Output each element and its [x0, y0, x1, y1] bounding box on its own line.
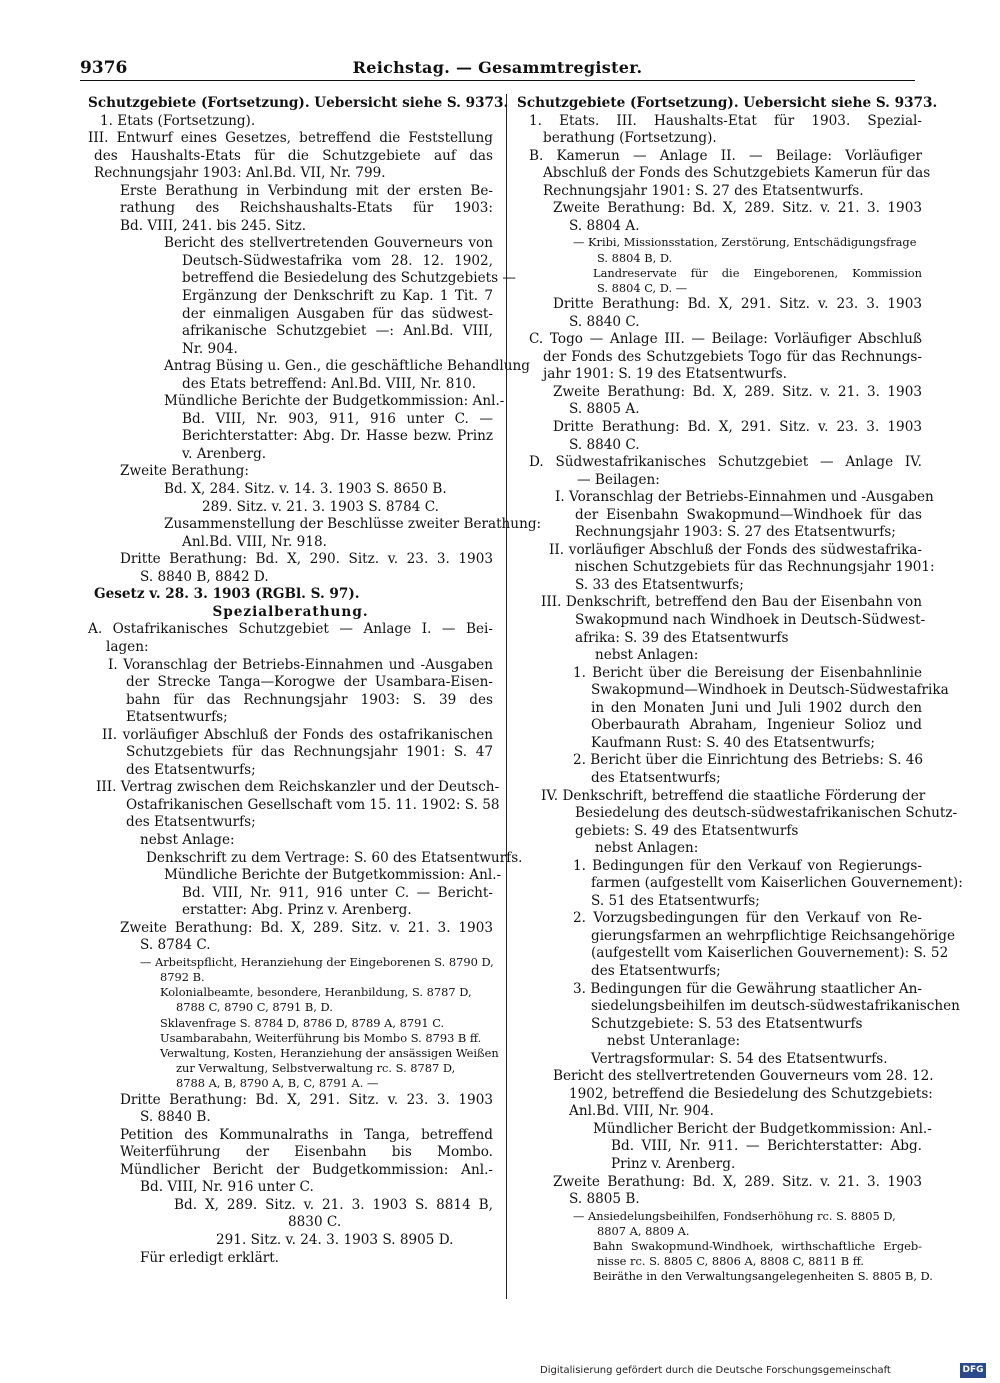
- text-line: 8807 A, 8809 A.: [597, 1223, 690, 1238]
- text-line: erstatter: Abg. Prinz v. Arenberg.: [182, 902, 412, 919]
- text-line: Dritte Berathung: Bd. X, 291. Sitz. v. 23. 3. 1903: [553, 296, 922, 313]
- text-line: des Haushalts-Etats für die Schutzgebiete auf das: [94, 147, 493, 164]
- text-line: — Kribi, Missionsstation, Zerstörung, Entschädigungsfrage: [573, 235, 917, 250]
- text-line: Bericht des stellvertretenden Gouverneurs von: [164, 235, 493, 252]
- text-line: rathung des Reichshaushalts-Etats für 1903:: [120, 200, 493, 217]
- text-line: 8830 C.: [288, 1214, 342, 1231]
- text-line: Zweite Berathung: Bd. X, 289. Sitz. v. 21. 3. 1903: [120, 919, 493, 936]
- text-line: I. Voranschlag der Betriebs-Einnahmen und -Ausgaben: [555, 489, 934, 506]
- text-line: Denkschrift zu dem Vertrage: S. 60 des Etatsentwurfs.: [146, 849, 523, 866]
- text-line: III. Denkschrift, betreffend den Bau der Eisenbahn von: [541, 594, 922, 611]
- text-line: S. 8840 C.: [569, 436, 640, 453]
- text-line: nebst Anlagen:: [595, 840, 699, 857]
- text-line: der Fonds des Schutzgebiets Togo für das Rechnungs-: [543, 348, 922, 365]
- dfg-logo: DFG: [960, 1363, 986, 1378]
- text-line: 1. Etats. III. Haushalts-Etat für 1903. Spezial-: [529, 112, 922, 129]
- text-line: — Arbeitspflicht, Heranziehung der Eingeborenen S. 8790 D,: [140, 954, 494, 969]
- text-line: S. 8840 B.: [140, 1109, 211, 1126]
- text-line: bahn für das Rechnungsjahr 1903: S. 39 des: [126, 691, 493, 708]
- text-line: Anl.Bd. VIII, Nr. 918.: [182, 533, 327, 550]
- text-line: Ergänzung der Denkschrift zu Kap. 1 Tit. 7: [182, 288, 493, 305]
- text-line: Zweite Berathung:: [120, 463, 249, 480]
- text-line: Verwaltung, Kosten, Heranziehung der ansässigen Weißen: [160, 1046, 499, 1061]
- text-line: nebst Anlage:: [140, 831, 235, 848]
- text-line: 1. Bericht über die Bereisung der Eisenbahnlinie: [573, 664, 922, 681]
- text-line: Swakopmund nach Windhoek in Deutsch-Südwest-: [575, 612, 926, 629]
- text-line: des Etatsentwurfs;: [591, 769, 721, 786]
- text-line: Bd. VIII, Nr. 903, 911, 916 unter C. —: [182, 410, 493, 427]
- text-line: Prinz v. Arenberg.: [611, 1155, 736, 1172]
- text-line: Bd. VIII, Nr. 916 unter C.: [140, 1179, 314, 1196]
- text-line: III. Entwurf eines Gesetzes, betreffend die Feststellung: [88, 130, 493, 147]
- text-line: Dritte Berathung: Bd. X, 290. Sitz. v. 23. 3. 1903: [120, 551, 493, 568]
- text-line: II. vorläufiger Abschluß der Fonds des ostafrikanischen: [102, 726, 493, 743]
- page-header: [80, 58, 915, 82]
- text-line: 8788 C, 8790 C, 8791 B, D.: [176, 1000, 333, 1015]
- text-line: Rechnungsjahr 1901: S. 27 des Etatsentwurfs.: [543, 182, 864, 199]
- text-line: II. vorläufiger Abschluß der Fonds des südwestafrika-: [549, 541, 922, 558]
- text-line: S. 33 des Etatsentwurfs;: [575, 576, 744, 593]
- text-line: des Etatsentwurfs;: [126, 761, 256, 778]
- text-line: nisse rc. S. 8805 C, 8806 A, 8808 C, 8811 B ff.: [597, 1254, 865, 1269]
- text-line: Zweite Berathung: Bd. X, 289. Sitz. v. 21. 3. 1903: [553, 1173, 922, 1190]
- text-line: Mündlicher Bericht der Budgetkommission: Anl.-: [120, 1161, 493, 1178]
- text-line: Berichterstatter: Abg. Dr. Hasse bezw. Prinz: [182, 428, 493, 445]
- text-line: S. 8840 C.: [569, 313, 640, 330]
- text-line: afrikanische Schutzgebiet —: Anl.Bd. VIII,: [182, 323, 493, 340]
- text-line: Vertragsformular: S. 54 des Etatsentwurfs.: [591, 1050, 888, 1067]
- text-line: — Ansiedelungsbeihilfen, Fondserhöhung rc. S. 8805 D,: [573, 1208, 896, 1223]
- text-line: Bericht des stellvertretenden Gouverneurs vom 28. 12.: [553, 1068, 934, 1085]
- text-line: S. 8804 A.: [569, 217, 640, 234]
- text-line: Kaufmann Rust: S. 40 des Etatsentwurfs;: [591, 734, 876, 751]
- text-line: Rechnungsjahr 1903: Anl.Bd. VII, Nr. 799.: [94, 165, 386, 182]
- text-line: S. 8804 B, D.: [597, 250, 673, 265]
- text-line: lagen:: [106, 638, 149, 655]
- text-line: 2. Bericht über die Einrichtung des Betriebs: S. 46: [573, 752, 924, 769]
- running-title: Reichstag. — Gesammtregister.: [352, 58, 643, 77]
- text-line: nebst Unteranlage:: [607, 1033, 741, 1050]
- text-line: Beiräthe in den Verwaltungsangelegenheiten S. 8805 B, D.: [593, 1269, 933, 1284]
- text-line: Weiterführung der Eisenbahn bis Mombo.: [120, 1144, 493, 1161]
- left-column: [88, 95, 542, 1267]
- text-line: Nr. 904.: [182, 340, 238, 357]
- text-line: Bd. VIII, 241. bis 245. Sitz.: [120, 217, 307, 234]
- text-line: IV. Denkschrift, betreffend die staatliche Förderung der: [541, 787, 926, 804]
- text-line: Etatsentwurfs;: [126, 709, 228, 726]
- text-line: 1. Bedingungen für den Verkauf von Regierungs-: [573, 857, 922, 874]
- text-line: Ostafrikanischen Gesellschaft vom 15. 11. 1902: S. 58: [126, 796, 500, 813]
- text-line: A. Ostafrikanisches Schutzgebiet — Anlage I. — Bei-: [88, 621, 493, 638]
- text-line: Spezialberathung.: [212, 603, 369, 620]
- page-number: 9376: [80, 58, 128, 78]
- text-line: der Strecke Tanga—Korogwe der Usambara-Eisen-: [126, 674, 493, 691]
- text-line: gierungsfarmen an wehrpflichtige Reichsangehörige: [591, 927, 956, 944]
- text-line: Dritte Berathung: Bd. X, 291. Sitz. v. 23. 3. 1903: [553, 419, 922, 436]
- text-line: Für erledigt erklärt.: [140, 1249, 279, 1266]
- text-line: Oberbaurath Abraham, Ingenieur Solioz und: [591, 717, 922, 734]
- text-line: der Eisenbahn Swakopmund—Windhoek für das: [575, 506, 922, 523]
- text-line: Bahn Swakopmund-Windhoek, wirthschaftliche Ergeb-: [593, 1239, 922, 1254]
- text-line: 291. Sitz. v. 24. 3. 1903 S. 8905 D.: [216, 1232, 454, 1248]
- text-line: zur Verwaltung, Selbstverwaltung rc. S. 8787 D,: [176, 1061, 456, 1076]
- text-line: siedelungsbeihilfen im deutsch-südwestafrikanischen: [591, 998, 960, 1015]
- text-line: Schutzgebiets für das Rechnungsjahr 1901: S. 47: [126, 744, 493, 761]
- text-line: berathung (Fortsetzung).: [543, 130, 717, 147]
- text-line: Sklavenfrage S. 8784 D, 8786 D, 8789 A, 8791 C.: [160, 1015, 445, 1030]
- text-line: Besiedelung des deutsch-südwestafrikanischen Schutz-: [575, 805, 958, 822]
- text-line: Erste Berathung in Verbindung mit der ersten Be-: [120, 182, 493, 199]
- text-line: Zweite Berathung: Bd. X, 289. Sitz. v. 21. 3. 1903: [553, 200, 922, 217]
- text-line: v. Arenberg.: [182, 445, 267, 462]
- text-line: Kolonialbeamte, besondere, Heranbildung, S. 8787 D,: [160, 985, 472, 1000]
- text-line: Zusammenstellung der Beschlüsse zweiter Berathung:: [164, 516, 542, 533]
- text-line: Petition des Kommunalraths in Tanga, betreffend: [120, 1126, 493, 1143]
- text-line: Schutzgebiete (Fortsetzung). Uebersicht siehe S. 9373.: [88, 95, 509, 111]
- text-line: Gesetz v. 28. 3. 1903 (RGBl. S. 97).: [94, 586, 360, 603]
- text-line: S. 8784 C.: [140, 937, 211, 954]
- text-line: Bd. X, 289. Sitz. v. 21. 3. 1903 S. 8814 B,: [174, 1196, 493, 1213]
- text-line: I. Voranschlag der Betriebs-Einnahmen und -Ausgaben: [108, 656, 493, 673]
- text-line: Schutzgebiete: S. 53 des Etatsentwurfs: [591, 1015, 863, 1032]
- text-line: D. Südwestafrikanisches Schutzgebiet — Anlage IV.: [529, 454, 922, 471]
- text-line: des Etats betreffend: Anl.Bd. VIII, Nr. 810.: [182, 375, 477, 392]
- footer-credit: Digitalisierung gefördert durch die Deutsche Forschungsgemeinschaft: [540, 1365, 891, 1376]
- text-line: B. Kamerun — Anlage II. — Beilage: Vorläufiger: [529, 147, 922, 164]
- text-line: S. 8804 C, D. —: [597, 280, 688, 295]
- text-line: Zweite Berathung: Bd. X, 289. Sitz. v. 21. 3. 1903: [553, 383, 922, 400]
- header-rule: [80, 80, 915, 81]
- text-line: der einmaligen Ausgaben für das südwest-: [182, 305, 493, 322]
- text-line: S. 8805 A.: [569, 401, 640, 418]
- text-line: Rechnungsjahr 1903: S. 27 des Etatsentwurfs;: [575, 524, 896, 541]
- text-line: 289. Sitz. v. 21. 3. 1903 S. 8784 C.: [202, 498, 439, 515]
- text-line: Bd. VIII, Nr. 911. — Berichterstatter: Abg.: [611, 1138, 922, 1155]
- text-line: C. Togo — Anlage III. — Beilage: Vorläufiger Abschluß: [529, 331, 922, 348]
- text-line: jahr 1901: S. 19 des Etatsentwurfs.: [543, 366, 787, 383]
- text-line: Dritte Berathung: Bd. X, 291. Sitz. v. 23. 3. 1903: [120, 1091, 493, 1108]
- text-line: III. Vertrag zwischen dem Reichskanzler und der Deutsch-: [96, 779, 500, 796]
- text-line: S. 51 des Etatsentwurfs;: [591, 892, 760, 909]
- text-line: gebiets: S. 49 des Etatsentwurfs: [575, 822, 799, 839]
- text-line: 8788 A, B, 8790 A, B, C, 8791 A. —: [176, 1076, 379, 1091]
- text-line: Usambarabahn, Weiterführung bis Mombo S. 8793 B ff.: [160, 1030, 482, 1045]
- text-line: Anl.Bd. VIII, Nr. 904.: [569, 1103, 714, 1120]
- text-line: (aufgestellt vom Kaiserlichen Gouvernement): S. 52: [591, 945, 949, 962]
- text-line: Bd. VIII, Nr. 911, 916 unter C. — Bericht-: [182, 884, 493, 901]
- text-line: Schutzgebiete (Fortsetzung). Uebersicht siehe S. 9373.: [517, 95, 938, 111]
- text-line: 8792 B.: [160, 970, 205, 984]
- text-line: S. 8805 B.: [569, 1191, 640, 1208]
- text-line: 2. Vorzugsbedingungen für den Verkauf von Re-: [573, 910, 922, 927]
- text-line: Bd. X, 284. Sitz. v. 14. 3. 1903 S. 8650 B.: [164, 481, 447, 498]
- text-line: Deutsch-Südwestafrika vom 28. 12. 1902,: [182, 252, 493, 269]
- text-line: in den Monaten Juni und Juli 1902 durch den: [591, 699, 922, 716]
- text-line: des Etatsentwurfs;: [591, 962, 721, 979]
- text-line: Abschluß der Fonds des Schutzgebiets Kamerun für das: [543, 165, 931, 182]
- text-line: Antrag Büsing u. Gen., die geschäftliche Behandlung: [164, 358, 530, 375]
- text-line: afrika: S. 39 des Etatsentwurfs: [575, 629, 789, 646]
- text-line: des Etatsentwurfs;: [126, 814, 256, 831]
- text-line: 1902, betreffend die Besiedelung des Schutzgebiets:: [569, 1085, 933, 1102]
- text-line: nebst Anlagen:: [595, 647, 699, 664]
- text-line: S. 8840 B, 8842 D.: [140, 568, 269, 585]
- text-line: 1. Etats (Fortsetzung).: [100, 112, 256, 129]
- text-line: Mündlicher Bericht der Budgetkommission: Anl.-: [593, 1120, 932, 1137]
- text-line: farmen (aufgestellt vom Kaiserlichen Gouvernement):: [591, 875, 963, 892]
- text-line: Mündliche Berichte der Butgetkommission: Anl.-: [164, 867, 502, 884]
- text-line: 3. Bedingungen für die Gewährung staatlicher An-: [573, 980, 922, 997]
- text-line: Landreservate für die Eingeborenen, Kommission: [593, 265, 922, 280]
- text-line: — Beilagen:: [577, 471, 660, 488]
- text-line: nischen Schutzgebiets für das Rechnungsjahr 1901:: [575, 559, 935, 576]
- right-column: [517, 95, 963, 1285]
- text-line: Swakopmund—Windhoek in Deutsch-Südwestafrika: [591, 682, 949, 699]
- text-line: Mündliche Berichte der Budgetkommission: Anl.-: [164, 393, 505, 410]
- text-line: betreffend die Besiedelung des Schutzgebiets —: [182, 270, 516, 287]
